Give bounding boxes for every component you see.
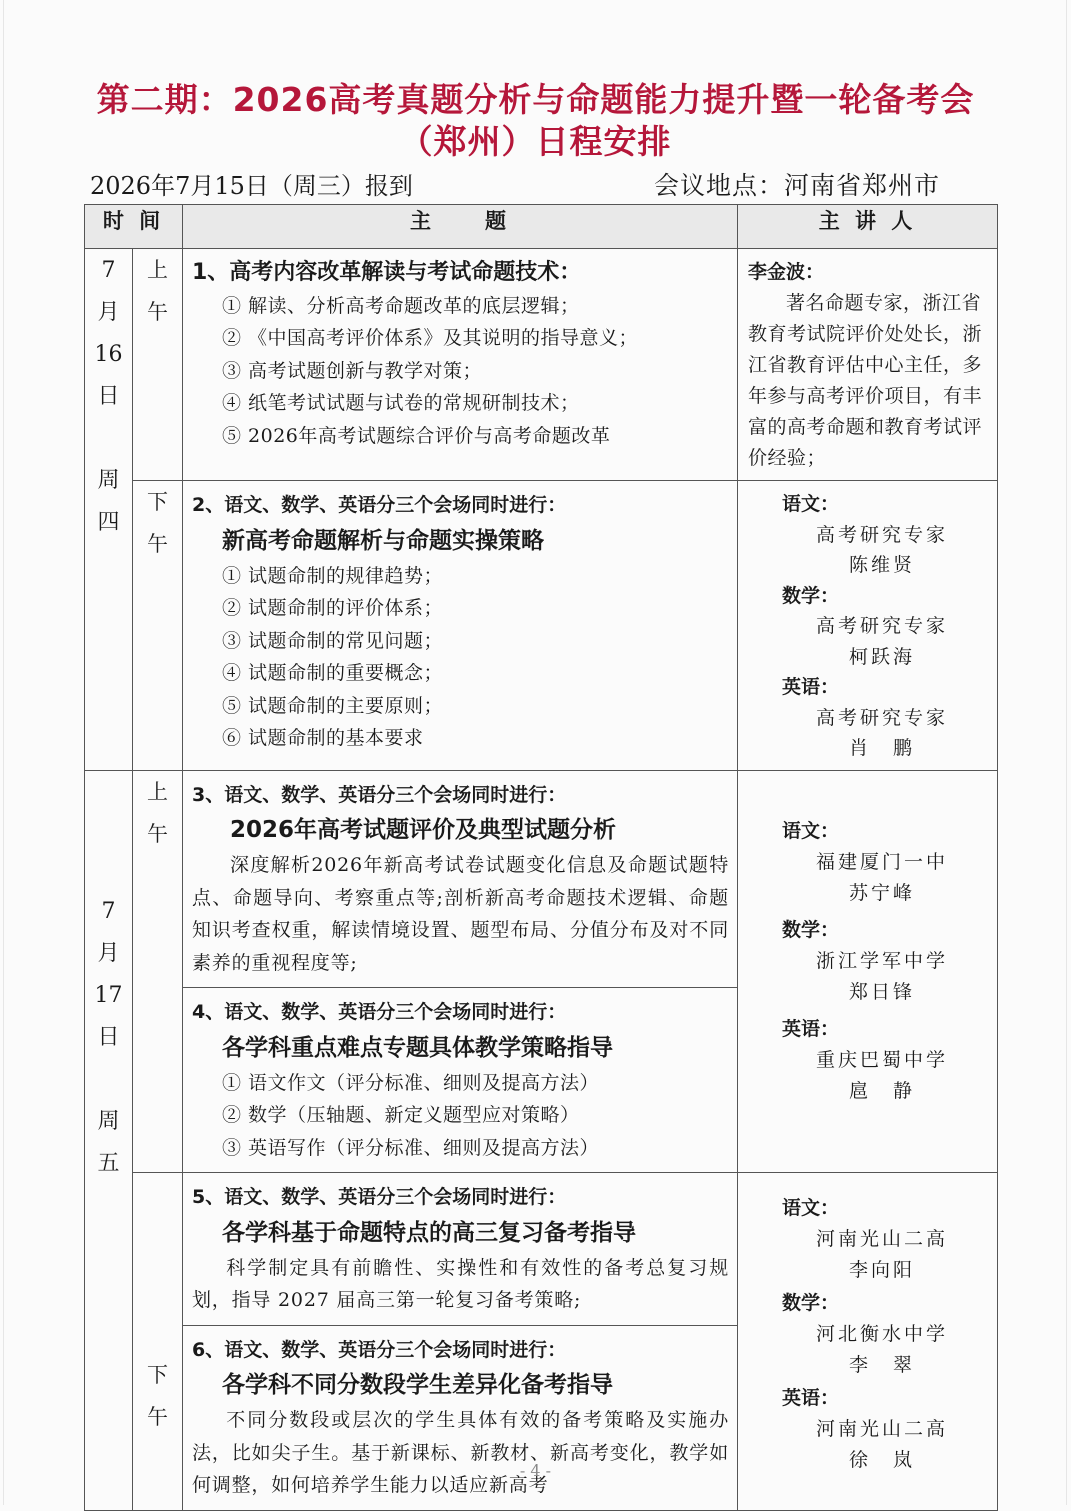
day1-date — [85, 249, 133, 771]
session-heading: 1、高考内容改革解读与考试命题技术： — [192, 260, 582, 285]
speaker-name: 李向阳 — [848, 1259, 915, 1281]
speaker-name: 肖 鹏 — [848, 737, 915, 759]
list-item: ④ 纸笔考试试题与试卷的常规研制技术； — [222, 392, 580, 414]
speaker-title: 河南光山二高 — [815, 1418, 948, 1440]
table-row — [85, 249, 998, 481]
date-char: 17 — [94, 982, 123, 1008]
speaker-title: 高考研究专家 — [815, 706, 948, 729]
speaker-name: 柯跃海 — [848, 645, 915, 668]
speaker-title: 河北衡水中学 — [815, 1323, 948, 1345]
session-title: 新高考命题解析与命题实操策略 — [222, 527, 544, 554]
date-char: 月 — [97, 300, 120, 325]
date-char: 周 — [97, 468, 120, 493]
session-heading: 2、语文、数学、英语分三个会场同时进行： — [192, 494, 567, 516]
list-item: ③ 高考试题创新与教学对策； — [222, 359, 483, 382]
session-2 — [183, 481, 738, 771]
list-item: ② 试题命制的评价体系； — [222, 597, 444, 619]
session-heading: 5、语文、数学、英语分三个会场同时进行： — [192, 1186, 567, 1208]
table-row — [85, 770, 998, 988]
date-char: 7 — [101, 898, 116, 924]
speaker-subject: 英语： — [782, 1017, 840, 1040]
speaker-bio: 著名命题专家，浙江省教育考试院评价处处长，浙江省教育评估中心主任，多年参与高考评价项目，有丰富的高考命题和教育考试评价经验； — [748, 292, 983, 469]
speaker-cell-1 — [738, 249, 998, 481]
day1-am-label: 上 午 — [133, 249, 183, 481]
header-topic: 主 题 — [183, 205, 738, 249]
list-item: ⑤ 2026年高考试题综合评价与高考命题改革 — [222, 424, 611, 447]
speaker-name: 苏宁峰 — [848, 881, 915, 904]
report-date: 2026年7月15日（周三）报到 — [90, 172, 413, 200]
date-char: 7 — [101, 258, 116, 283]
list-item: ② 数学（压轴题、新定义题型应对策略） — [222, 1104, 580, 1126]
header-time: 时 间 — [85, 205, 183, 249]
session-heading: 3、语文、数学、英语分三个会场同时进行： — [192, 783, 567, 806]
speaker-title: 重庆巴蜀中学 — [815, 1048, 948, 1071]
session-5 — [183, 1173, 738, 1326]
speaker-subject: 数学： — [782, 1292, 840, 1314]
date-char: 16 — [94, 342, 123, 367]
list-item: ④ 试题命制的重要概念； — [222, 662, 444, 684]
day2-am-label: 上 午 — [133, 770, 183, 1173]
session-6 — [183, 1325, 738, 1510]
date-char: 五 — [97, 1150, 120, 1176]
speaker-title: 河南光山二高 — [815, 1228, 948, 1250]
page-number: - 4 - — [519, 1461, 552, 1480]
session-4 — [183, 988, 738, 1173]
page-title: 第二期：2026高考真题分析与命题能力提升暨一轮备考会 — [96, 80, 975, 119]
day2-date — [85, 770, 133, 1510]
speaker-subject: 英语： — [782, 1387, 840, 1409]
session-desc: 深度解析2026年新高考试卷试题变化信息及命题试题特点、命题导向、考察重点等;剖析新高考命题技术逻辑、命题知识考查权重，解读情境设置、题型布局、分值分布及对不同素养的重视程度等; — [192, 854, 729, 974]
speaker-title: 高考研究专家 — [815, 523, 948, 546]
venue: 会议地点：河南省郑州市 — [654, 171, 941, 200]
session-title: 2026年高考试题评价及典型试题分析 — [230, 817, 617, 843]
day2-pm-label: 下 午 — [133, 1173, 183, 1511]
date-char: 四 — [97, 510, 120, 535]
list-item: ① 语文作文（评分标准、细则及提高方法） — [222, 1071, 600, 1094]
speaker-subject: 英语： — [782, 676, 840, 698]
header-speaker: 主 讲 人 — [738, 205, 998, 249]
session-1 — [183, 249, 738, 481]
list-item: ① 试题命制的规律趋势； — [222, 564, 444, 587]
speaker-group — [748, 489, 993, 764]
speaker-name: 陈维贤 — [848, 554, 915, 576]
list-item: ② 《中国高考评价体系》及其说明的指导意义； — [222, 327, 639, 349]
session-desc: 科学制定具有前瞻性、实操性和有效性的备考总复习规划，指导 2027 届高三第一轮复习备考策略; — [192, 1256, 729, 1311]
list-item: ① 解读、分析高考命题改革的底层逻辑； — [222, 294, 580, 317]
speaker-name: 郑日锋 — [848, 980, 915, 1003]
speaker-subject: 语文： — [782, 1197, 840, 1219]
table-row — [85, 1173, 998, 1326]
list-item: ③ 英语写作（评分标准、细则及提高方法） — [222, 1136, 600, 1159]
day1-pm-label: 下 午 — [133, 481, 183, 771]
table-header-row — [85, 205, 998, 249]
page-subtitle: （郑州）日程安排 — [399, 122, 672, 161]
speaker-subject: 语文： — [782, 819, 840, 842]
date-char: 月 — [97, 940, 120, 966]
speaker-cell-2 — [738, 481, 998, 771]
speaker-subject: 语文： — [782, 493, 840, 515]
speaker-name: 扈 静 — [848, 1079, 915, 1102]
speaker-subject: 数学： — [782, 918, 840, 941]
speaker-group — [748, 816, 993, 1107]
list-item: ③ 试题命制的常见问题； — [222, 629, 444, 652]
date-char: 周 — [97, 1108, 120, 1134]
speaker-subject: 数学： — [782, 584, 840, 607]
speaker-cell-4 — [738, 1173, 998, 1511]
session-3 — [183, 770, 738, 988]
speaker-cell-3 — [738, 770, 998, 1173]
speaker-title: 福建厦门一中 — [815, 850, 948, 873]
speaker-name: 李金波： — [748, 261, 825, 283]
session-heading: 6、语文、数学、英语分三个会场同时进行： — [192, 1338, 567, 1361]
session-title: 各学科重点难点专题具体教学策略指导 — [222, 1034, 613, 1061]
list-item: ⑤ 试题命制的主要原则； — [222, 694, 444, 717]
speaker-name: 李 翠 — [848, 1354, 915, 1376]
speaker-group — [748, 1193, 993, 1476]
schedule-table — [84, 204, 998, 1511]
speaker-title: 浙江学军中学 — [815, 949, 948, 972]
date-char: 日 — [97, 384, 120, 409]
session-desc: 不同分数段或层次的学生具体有效的备考策略及实施办法，比如尖子生。基于新课标、新教材、新高考变化，教学如何调整，如何培养学生能力以适应新高考 — [192, 1409, 729, 1496]
list-item: ⑥ 试题命制的基本要求 — [222, 727, 424, 749]
table-row — [85, 481, 998, 771]
session-title: 各学科基于命题特点的高三复习备考指导 — [222, 1219, 636, 1246]
session-heading: 4、语文、数学、英语分三个会场同时进行： — [192, 1001, 567, 1023]
speaker-title: 高考研究专家 — [815, 615, 948, 637]
speaker-name: 徐 岚 — [848, 1449, 915, 1471]
date-char: 日 — [97, 1024, 120, 1050]
session-title: 各学科不同分数段学生差异化备考指导 — [222, 1372, 613, 1398]
